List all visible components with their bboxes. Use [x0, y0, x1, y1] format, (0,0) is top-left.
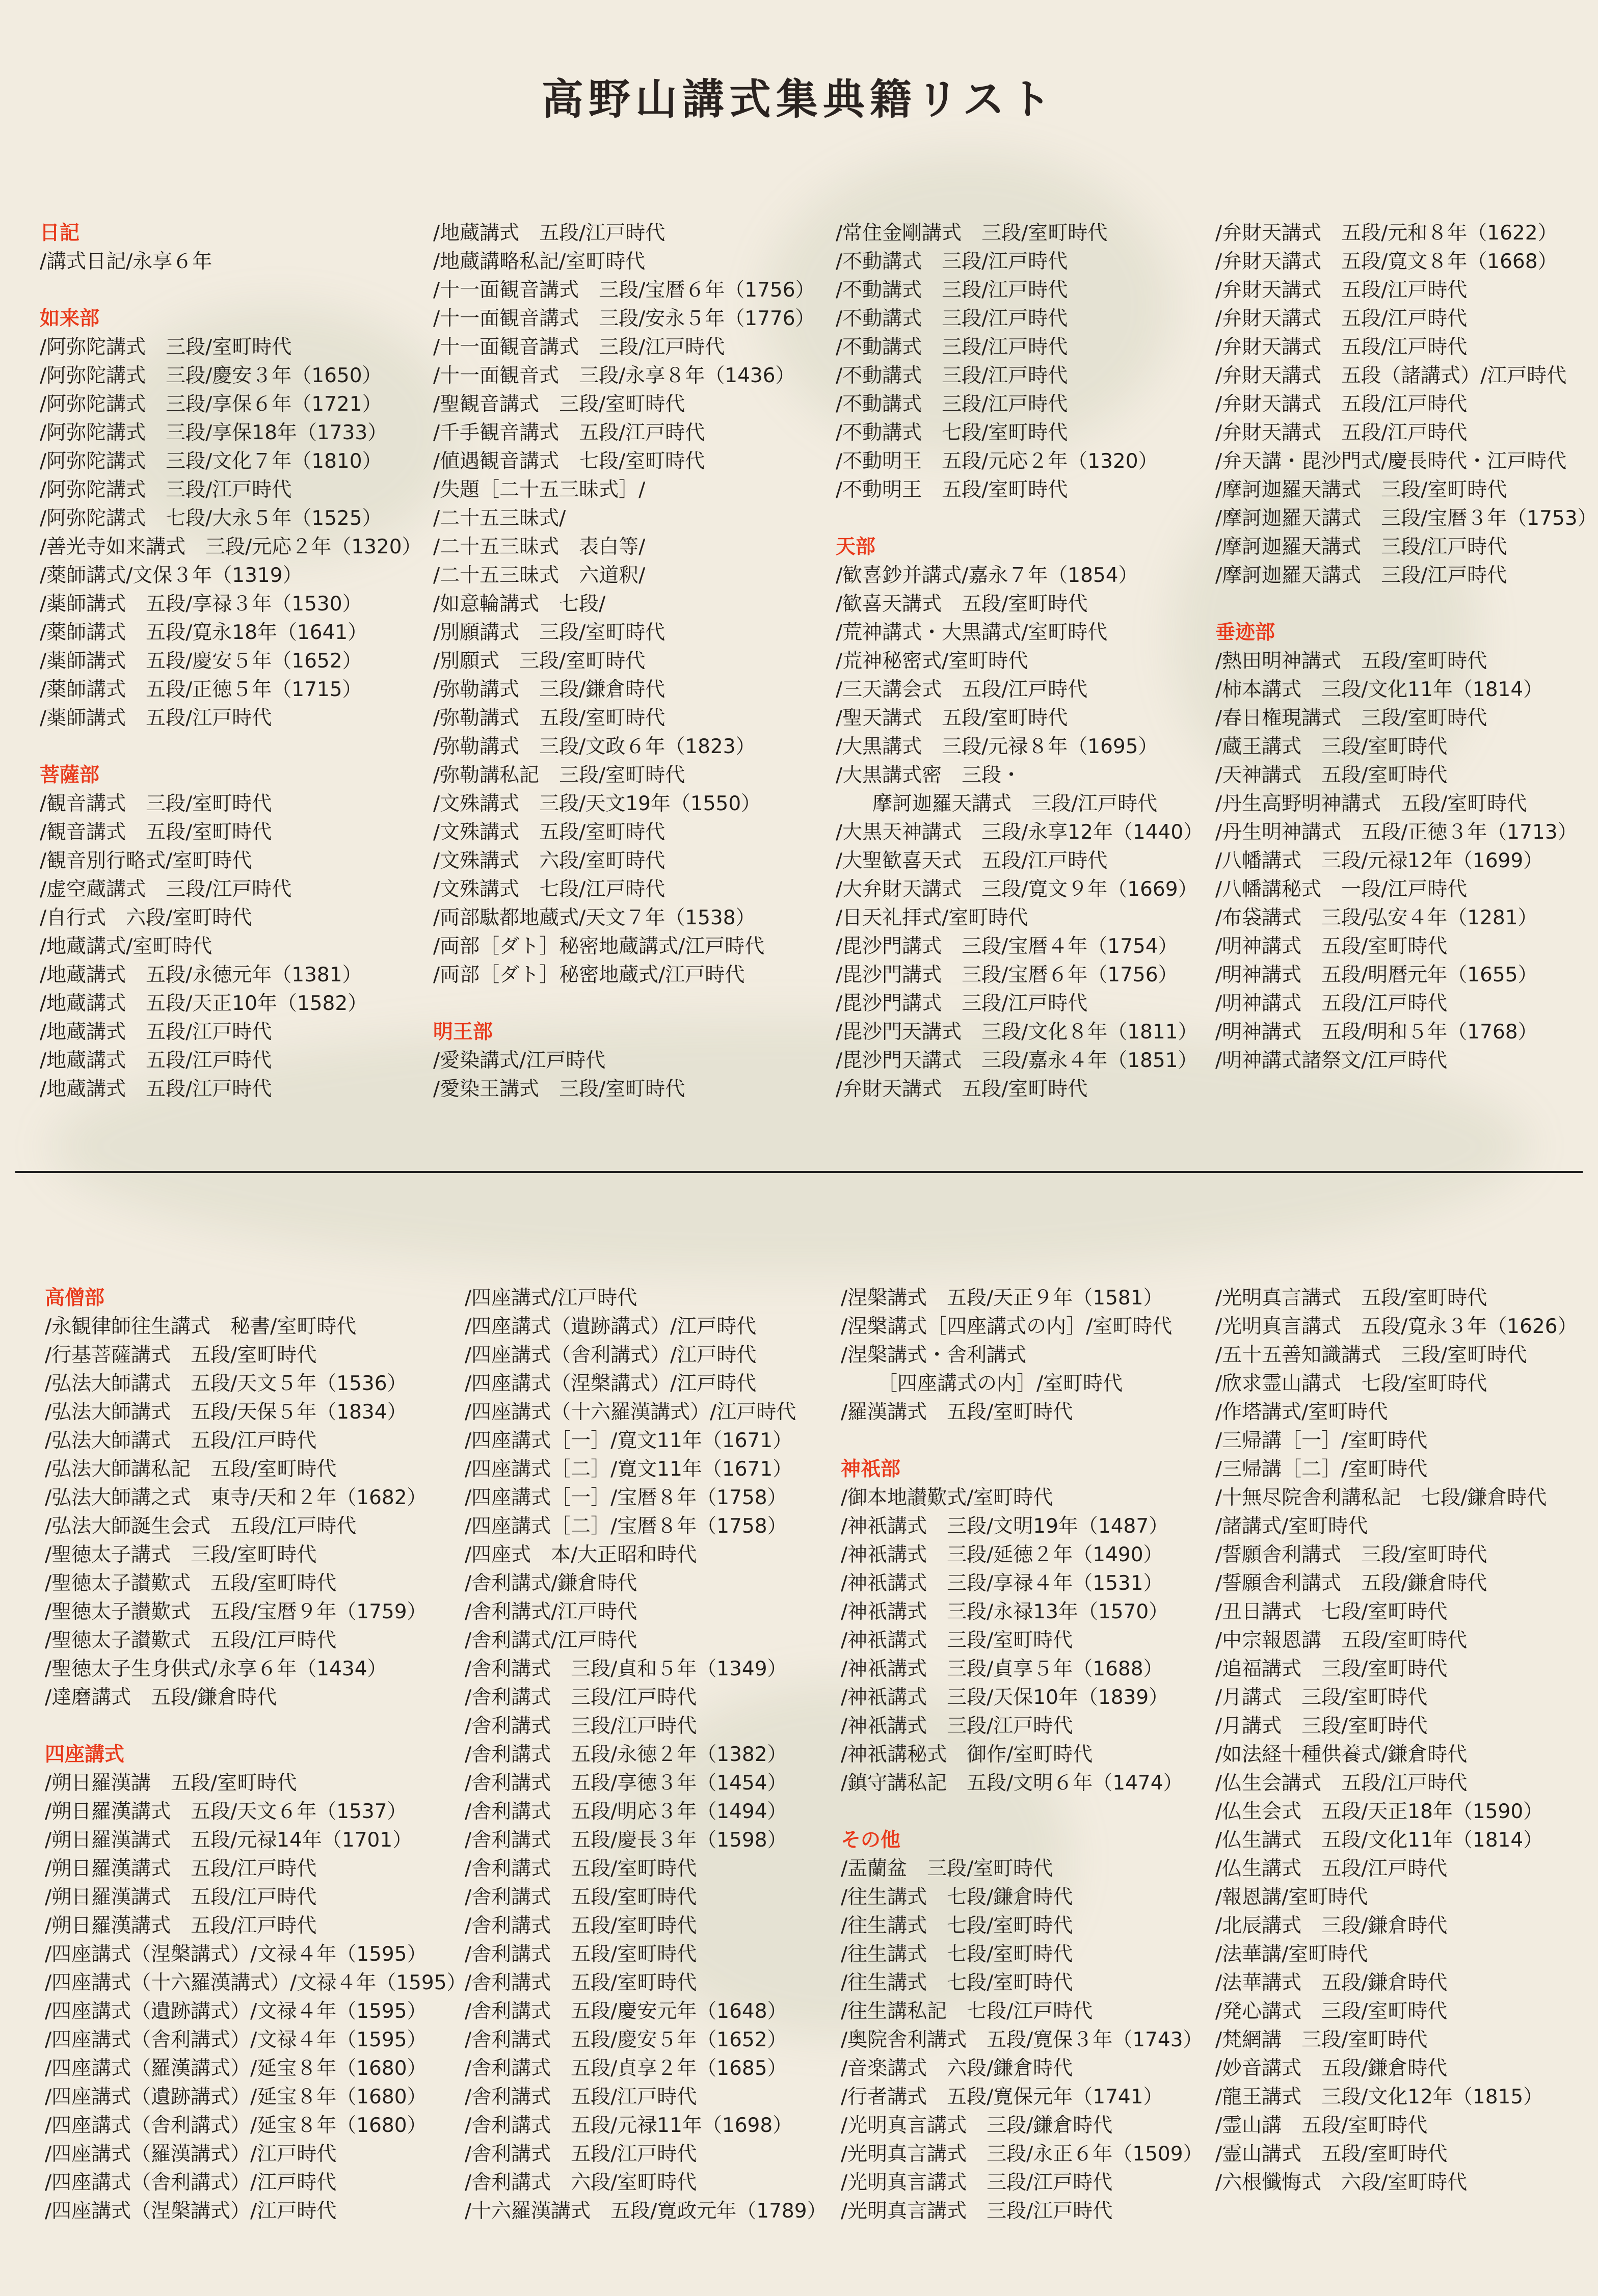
- catalog-entry: /涅槃講式 五段/天正９年（1581）: [841, 1287, 1163, 1310]
- catalog-entry: /舎利講式 五段/明応３年（1494）: [465, 1800, 787, 1823]
- catalog-entry: /欣求霊山講式 七段/室町時代: [1215, 1372, 1487, 1395]
- catalog-entry: /法華講式 五段/鎌倉時代: [1215, 1971, 1448, 1994]
- catalog-entry: /摩訶迦羅天講式 三段/江戸時代: [1215, 536, 1507, 558]
- catalog-entry: /天神講式 五段/室町時代: [1215, 764, 1448, 787]
- catalog-entry: /四座講式（舎利講式）/江戸時代: [45, 2171, 337, 2194]
- catalog-entry: /聖徳太子讃歎式 五段/江戸時代: [45, 1629, 337, 1652]
- catalog-entry: /丹生高野明神講式 五段/室町時代: [1215, 792, 1527, 815]
- catalog-entry: /不動講式 七段/室町時代: [836, 421, 1068, 444]
- catalog-entry: /歓喜鈔并講式/嘉永７年（1854）: [836, 564, 1138, 587]
- catalog-entry: /作塔講式/室町時代: [1215, 1401, 1388, 1424]
- catalog-entry: /十一面観音講式 三段/安永５年（1776）: [433, 307, 815, 330]
- catalog-entry: /舎利講式 五段/室町時代: [465, 1971, 697, 1994]
- catalog-entry: /行者講式 五段/寛保元年（1741）: [841, 2086, 1163, 2108]
- category-heading: 四座講式: [45, 1743, 125, 1766]
- catalog-entry: /仏生講式 五段/文化11年（1814）: [1215, 1829, 1543, 1852]
- catalog-entry: /弁財天講式 五段/寛文８年（1668）: [1215, 250, 1558, 273]
- bottom-column-1: [45, 1284, 467, 2226]
- catalog-entry: /弁財天講式 五段/江戸時代: [1215, 279, 1468, 302]
- catalog-entry: /弘法大師講式 五段/天保５年（1834）: [45, 1401, 407, 1424]
- catalog-entry: /光明真言講式 五段/室町時代: [1215, 1287, 1487, 1310]
- catalog-entry: /明神講式諸祭文/江戸時代: [1215, 1049, 1448, 1072]
- catalog-entry: /月講式 三段/室町時代: [1215, 1686, 1428, 1709]
- catalog-entry: /両部駄都地蔵式/天文７年（1538）: [433, 906, 756, 929]
- catalog-entry: /四座講式（涅槃講式）/江戸時代: [465, 1372, 757, 1395]
- catalog-entry: /達磨講式 五段/鎌倉時代: [45, 1686, 277, 1709]
- catalog-entry: /朔日羅漢講 五段/室町時代: [45, 1772, 297, 1795]
- catalog-entry: /丹生明神講式 五段/正徳３年（1713）: [1215, 821, 1578, 844]
- catalog-entry: /舎利講式 五段/貞享２年（1685）: [465, 2057, 787, 2080]
- catalog-entry: /涅槃講式［四座講式の内］/室町時代: [841, 1315, 1173, 1338]
- catalog-entry: /仏生講式 五段/江戸時代: [1215, 1857, 1448, 1880]
- catalog-entry: /不動明王 五段/室町時代: [836, 478, 1068, 501]
- catalog-entry: /舎利講式 五段/江戸時代: [465, 2086, 697, 2108]
- catalog-entry: /大弁財天講式 三段/寛文９年（1669）: [836, 878, 1198, 901]
- catalog-entry: /弥勒講式 三段/文政６年（1823）: [433, 735, 756, 758]
- catalog-entry: /常住金剛講式 三段/室町時代: [836, 222, 1108, 245]
- catalog-entry: /舎利講式/江戸時代: [465, 1629, 637, 1652]
- catalog-entry: /摩訶迦羅天講式 三段/江戸時代: [1215, 564, 1507, 587]
- catalog-entry: /龍王講式 三段/文化12年（1815）: [1215, 2086, 1543, 2108]
- catalog-entry: /涅槃講式・舎利講式: [841, 1344, 1027, 1367]
- catalog-entry: /舎利講式 五段/室町時代: [465, 1943, 697, 1966]
- catalog-entry: /四座講式（涅槃講式）/文禄４年（1595）: [45, 1943, 427, 1966]
- catalog-entry: /地蔵講式 五段/江戸時代: [40, 1049, 272, 1072]
- catalog-entry: /梵網講 三段/室町時代: [1215, 2028, 1428, 2051]
- catalog-entry: /御本地讃歎式/室町時代: [841, 1486, 1053, 1509]
- catalog-entry: /十一面観音式 三段/永享８年（1436）: [433, 364, 795, 387]
- catalog-entry: /八幡講秘式 一段/江戸時代: [1215, 878, 1468, 901]
- catalog-entry: /四座講式（舎利講式）/文禄４年（1595）: [45, 2028, 427, 2051]
- catalog-entry: /追福講式 三段/室町時代: [1215, 1658, 1448, 1680]
- category-heading: 神祇部: [841, 1458, 901, 1481]
- catalog-entry: /八幡講式 三段/元禄12年（1699）: [1215, 849, 1543, 872]
- catalog-entry: /不動明王 五段/元応２年（1320）: [836, 450, 1158, 473]
- catalog-entry: /四座講式［二］/宝暦８年（1758）: [465, 1515, 787, 1538]
- catalog-entry: /朔日羅漢講式 五段/江戸時代: [45, 1886, 317, 1909]
- catalog-entry: /四座講式（舎利講式）/延宝８年（1680）: [45, 2114, 427, 2137]
- catalog-entry: /日天礼拝式/室町時代: [836, 906, 1028, 929]
- catalog-entry: /布袋講式 三段/弘安４年（1281）: [1215, 906, 1538, 929]
- catalog-entry: /誓願舎利講式 五段/鎌倉時代: [1215, 1572, 1487, 1595]
- catalog-entry: /四座講式（遺跡講式）/延宝８年（1680）: [45, 2086, 427, 2108]
- catalog-entry: /薬師講式/文保３年（1319）: [40, 564, 303, 587]
- catalog-entry: /明神講式 五段/江戸時代: [1215, 992, 1448, 1015]
- category-heading: 明王部: [433, 1021, 493, 1044]
- catalog-entry: /弥勒講私記 三段/室町時代: [433, 764, 685, 787]
- catalog-entry: /光明真言講式 三段/江戸時代: [841, 2171, 1113, 2194]
- catalog-entry: /奥院舎利講式 五段/寛保３年（1743）: [841, 2028, 1203, 2051]
- catalog-entry: ［四座講式の内］/室町時代: [877, 1372, 1123, 1395]
- catalog-entry: /地蔵講式 五段/永徳元年（1381）: [40, 964, 362, 986]
- catalog-entry: /明神講式 五段/明和５年（1768）: [1215, 1021, 1538, 1044]
- bottom-section: [0, 1284, 1598, 2273]
- catalog-entry: /行基菩薩講式 五段/室町時代: [45, 1344, 317, 1367]
- catalog-entry: /四座講式（十六羅漢講式）/江戸時代: [465, 1401, 796, 1424]
- catalog-entry: /神祇講式 三段/貞享５年（1688）: [841, 1658, 1163, 1680]
- top-column-2: [433, 219, 815, 1104]
- catalog-entry: /妙音講式 五段/鎌倉時代: [1215, 2057, 1448, 2080]
- catalog-entry: /愛染講式/江戸時代: [433, 1049, 606, 1072]
- catalog-entry: /発心講式 三段/室町時代: [1215, 2000, 1448, 2023]
- catalog-entry: /四座講式［一］/宝暦８年（1758）: [465, 1486, 787, 1509]
- catalog-entry: /舎利講式 六段/室町時代: [465, 2171, 697, 2194]
- catalog-entry: /弥勒講式 五段/室町時代: [433, 707, 665, 730]
- catalog-entry: /阿弥陀講式 七段/大永５年（1525）: [40, 507, 382, 530]
- catalog-entry: /舎利講式 五段/室町時代: [465, 1857, 697, 1880]
- catalog-entry: /弘法大師講之式 東寺/天和２年（1682）: [45, 1486, 427, 1509]
- catalog-entry: /法華講/室町時代: [1215, 1943, 1368, 1966]
- catalog-entry: /四座講式［一］/寛文11年（1671）: [465, 1429, 793, 1452]
- catalog-entry: /二十五三昧式 表白等/: [433, 536, 646, 558]
- catalog-entry: /観音講式 五段/室町時代: [40, 821, 272, 844]
- catalog-entry: /如法経十種供養式/鎌倉時代: [1215, 1743, 1468, 1766]
- catalog-entry: /舎利講式/鎌倉時代: [465, 1572, 637, 1595]
- catalog-entry: /文殊講式 六段/室町時代: [433, 849, 665, 872]
- catalog-entry: /神祇講式 三段/延徳２年（1490）: [841, 1543, 1163, 1566]
- catalog-entry: /四座講式（遺跡講式）/文禄４年（1595）: [45, 2000, 427, 2023]
- catalog-entry: /神祇講式 三段/室町時代: [841, 1629, 1073, 1652]
- catalog-entry: /舎利講式 三段/江戸時代: [465, 1715, 697, 1738]
- catalog-entry: /四座講式［二］/寛文11年（1671）: [465, 1458, 793, 1481]
- catalog-entry: /両部［ダト］秘密地蔵講式/江戸時代: [433, 935, 765, 958]
- catalog-entry: /不動講式 三段/江戸時代: [836, 393, 1068, 416]
- category-heading: 如来部: [40, 307, 100, 330]
- catalog-entry: /弁天講・毘沙門式/慶長時代・江戸時代: [1215, 450, 1567, 473]
- catalog-entry: /柿本講式 三段/文化11年（1814）: [1215, 678, 1543, 701]
- category-heading: 天部: [836, 536, 876, 558]
- catalog-entry: /毘沙門講式 三段/宝暦６年（1756）: [836, 964, 1178, 986]
- catalog-entry: /羅漢講式 五段/室町時代: [841, 1401, 1073, 1424]
- catalog-entry: /十一面観音講式 三段/宝暦６年（1756）: [433, 279, 815, 302]
- catalog-entry: /不動講式 三段/江戸時代: [836, 250, 1068, 273]
- catalog-entry: /舎利講式 五段/室町時代: [465, 1914, 697, 1937]
- catalog-entry: /不動講式 三段/江戸時代: [836, 279, 1068, 302]
- catalog-entry: /虚空蔵講式 三段/江戸時代: [40, 878, 292, 901]
- top-column-3: [836, 219, 1203, 1104]
- page-title: 高野山講式集典籍リスト: [541, 75, 1057, 124]
- catalog-entry: /神祇講式 三段/江戸時代: [841, 1715, 1073, 1738]
- catalog-entry: /自行式 六段/室町時代: [40, 906, 252, 929]
- catalog-entry: /毘沙門講式 三段/江戸時代: [836, 992, 1088, 1015]
- catalog-entry: /中宗報恩講 五段/室町時代: [1215, 1629, 1468, 1652]
- catalog-entry: /光明真言講式 三段/鎌倉時代: [841, 2114, 1113, 2137]
- top-column-4: [1215, 219, 1597, 1075]
- catalog-entry: /春日権現講式 三段/室町時代: [1215, 707, 1487, 730]
- catalog-entry: /弁財天講式 五段/室町時代: [836, 1078, 1088, 1101]
- catalog-entry: /大聖歓喜天式 五段/江戸時代: [836, 849, 1108, 872]
- catalog-entry: /毘沙門天講式 三段/文化８年（1811）: [836, 1021, 1198, 1044]
- catalog-entry: /弁財天講式 五段/江戸時代: [1215, 336, 1468, 359]
- category-heading: 高僧部: [45, 1287, 105, 1310]
- catalog-entry: /往生講式 七段/室町時代: [841, 1971, 1073, 1994]
- catalog-entry: /二十五三昧式 六道釈/: [433, 564, 646, 587]
- catalog-entry: /鎮守講私記 五段/文明６年（1474）: [841, 1772, 1183, 1795]
- catalog-entry: /神祇講式 三段/享禄４年（1531）: [841, 1572, 1163, 1595]
- catalog-entry: /摩訶迦羅天講式 三段/宝暦３年（1753）: [1215, 507, 1597, 530]
- catalog-entry: /毘沙門講式 三段/宝暦４年（1754）: [836, 935, 1178, 958]
- catalog-entry: /往生講式 七段/鎌倉時代: [841, 1886, 1073, 1909]
- catalog-entry: /霊山講 五段/室町時代: [1215, 2114, 1428, 2137]
- catalog-entry: /朔日羅漢講式 五段/天文６年（1537）: [45, 1800, 407, 1823]
- catalog-entry: /別願講式 三段/室町時代: [433, 621, 665, 644]
- catalog-entry: /舎利講式 五段/慶安５年（1652）: [465, 2028, 787, 2051]
- catalog-entry: /聖徳太子讃歎式 五段/室町時代: [45, 1572, 337, 1595]
- catalog-entry: /四座講式（舎利講式）/江戸時代: [465, 1344, 757, 1367]
- catalog-entry: /不動講式 三段/江戸時代: [836, 364, 1068, 387]
- catalog-entry: /弘法大師講式 五段/江戸時代: [45, 1429, 317, 1452]
- catalog-entry: /朔日羅漢講式 五段/元禄14年（1701）: [45, 1829, 413, 1852]
- catalog-entry: /弘法大師講式 五段/天文５年（1536）: [45, 1372, 407, 1395]
- catalog-entry: /舎利講式 五段/慶安元年（1648）: [465, 2000, 787, 2023]
- category-heading: 菩薩部: [40, 764, 100, 787]
- catalog-entry: /神祇講式 三段/永禄13年（1570）: [841, 1600, 1169, 1623]
- catalog-entry: /盂蘭盆 三段/室町時代: [841, 1857, 1053, 1880]
- catalog-entry: /五十五善知識講式 三段/室町時代: [1215, 1344, 1527, 1367]
- catalog-entry: /弁財天講式 五段/元和８年（1622）: [1215, 222, 1558, 245]
- catalog-entry: /失題［二十五三昧式］/: [433, 478, 646, 501]
- catalog-entry: /聖徳太子講式 三段/室町時代: [45, 1543, 317, 1566]
- catalog-entry: /弁財天講式 五段/江戸時代: [1215, 393, 1468, 416]
- catalog-entry: /地蔵講略私記/室町時代: [433, 250, 646, 273]
- section-divider: [15, 1171, 1583, 1173]
- catalog-entry: /神祇講式 三段/天保10年（1839）: [841, 1686, 1169, 1709]
- catalog-entry: /聖徳太子讃歎式 五段/宝暦９年（1759）: [45, 1600, 427, 1623]
- catalog-entry: /観音講式 三段/室町時代: [40, 792, 272, 815]
- catalog-entry: /舎利講式 五段/江戸時代: [465, 2143, 697, 2166]
- catalog-entry: /観音別行略式/室町時代: [40, 849, 252, 872]
- catalog-entry: /弘法大師講私記 五段/室町時代: [45, 1458, 337, 1481]
- catalog-entry: /明神講式 五段/室町時代: [1215, 935, 1448, 958]
- catalog-entry: /文殊講式 五段/室町時代: [433, 821, 665, 844]
- catalog-entry: /千手観音講式 五段/江戸時代: [433, 421, 705, 444]
- catalog-entry: /舎利講式 五段/室町時代: [465, 1886, 697, 1909]
- catalog-entry: /十六羅漢講式 五段/寛政元年（1789）: [465, 2200, 827, 2223]
- catalog-entry: /二十五三昧式/: [433, 507, 566, 530]
- catalog-entry: /往生講式 七段/室町時代: [841, 1943, 1073, 1966]
- catalog-entry: /神祇講秘式 御作/室町時代: [841, 1743, 1093, 1766]
- catalog-entry: /神祇講式 三段/文明19年（1487）: [841, 1515, 1169, 1538]
- catalog-entry: /四座講式（十六羅漢講式）/文禄４年（1595）: [45, 1971, 467, 1994]
- catalog-entry: /大黒講式密 三段・: [836, 764, 1022, 787]
- catalog-entry: /阿弥陀講式 三段/享保18年（1733）: [40, 421, 388, 444]
- catalog-entry: /別願式 三段/室町時代: [433, 650, 646, 673]
- catalog-entry: /永観律師往生講式 秘書/室町時代: [45, 1315, 357, 1338]
- catalog-entry: /弥勒講式 三段/鎌倉時代: [433, 678, 665, 701]
- catalog-entry: /地蔵講式 五段/江戸時代: [40, 1021, 272, 1044]
- catalog-entry: /善光寺如来講式 三段/元応２年（1320）: [40, 536, 422, 558]
- catalog-entry: /十一面観音講式 三段/江戸時代: [433, 336, 725, 359]
- catalog-entry: /舎利講式 五段/元禄11年（1698）: [465, 2114, 793, 2137]
- catalog-entry: /四座講式（遺跡講式）/江戸時代: [465, 1315, 757, 1338]
- catalog-entry: /講式日記/永享６年: [40, 250, 212, 273]
- catalog-entry: /三帰講［二］/室町時代: [1215, 1458, 1428, 1481]
- catalog-entry: /三天講会式 五段/江戸時代: [836, 678, 1088, 701]
- catalog-entry: /聖観音講式 三段/室町時代: [433, 393, 685, 416]
- catalog-entry: /弁財天講式 五段/江戸時代: [1215, 307, 1468, 330]
- bottom-column-2: [465, 1284, 827, 2226]
- catalog-entry: /往生講私記 七段/江戸時代: [841, 2000, 1093, 2023]
- catalog-entry: /熱田明神講式 五段/室町時代: [1215, 650, 1487, 673]
- catalog-entry: /荒神講式・大黒講式/室町時代: [836, 621, 1108, 644]
- catalog-entry: /舎利講式 三段/貞和５年（1349）: [465, 1658, 787, 1680]
- catalog-entry: /舎利講式/江戸時代: [465, 1600, 637, 1623]
- catalog-entry: /弁財天講式 五段/江戸時代: [1215, 421, 1468, 444]
- catalog-entry: /舎利講式 五段/慶長３年（1598）: [465, 1829, 787, 1852]
- category-heading: その他: [841, 1829, 901, 1852]
- catalog-entry: /聖天講式 五段/室町時代: [836, 707, 1068, 730]
- catalog-entry: /阿弥陀講式 三段/室町時代: [40, 336, 292, 359]
- catalog-entry: /蔵王講式 三段/室町時代: [1215, 735, 1448, 758]
- catalog-entry: /薬師講式 五段/寛永18年（1641）: [40, 621, 368, 644]
- catalog-entry: /薬師講式 五段/享禄３年（1530）: [40, 593, 362, 616]
- catalog-entry: /地蔵講式 五段/江戸時代: [433, 222, 665, 245]
- catalog-entry: /地蔵講式 五段/天正10年（1582）: [40, 992, 368, 1015]
- catalog-entry: /十無尽院舎利講私記 七段/鎌倉時代: [1215, 1486, 1547, 1509]
- catalog-entry: /四座講式（涅槃講式）/江戸時代: [45, 2200, 337, 2223]
- catalog-entry: /聖徳太子生身供式/永享６年（1434）: [45, 1658, 387, 1680]
- catalog-entry: /霊山講式 五段/室町時代: [1215, 2143, 1448, 2166]
- catalog-entry: /阿弥陀講式 三段/江戸時代: [40, 478, 292, 501]
- catalog-entry: /音楽講式 六段/鎌倉時代: [841, 2057, 1073, 2080]
- catalog-entry: /摩訶迦羅天講式 三段/室町時代: [1215, 478, 1507, 501]
- catalog-entry: /朔日羅漢講式 五段/江戸時代: [45, 1857, 317, 1880]
- catalog-entry: /薬師講式 五段/慶安５年（1652）: [40, 650, 362, 673]
- catalog-entry: /大黒天神講式 三段/永享12年（1440）: [836, 821, 1204, 844]
- catalog-entry: /文殊講式 三段/天文19年（1550）: [433, 792, 761, 815]
- catalog-entry: /阿弥陀講式 三段/享保６年（1721）: [40, 393, 382, 416]
- catalog-entry: /阿弥陀講式 三段/文化７年（1810）: [40, 450, 382, 473]
- catalog-entry: /四座講式（羅漢講式）/延宝８年（1680）: [45, 2057, 427, 2080]
- catalog-entry: /両部［ダト］秘密地蔵式/江戸時代: [433, 964, 745, 986]
- catalog-entry: /四座式 本/大正昭和時代: [465, 1543, 697, 1566]
- catalog-entry: /丑日講式 七段/室町時代: [1215, 1600, 1448, 1623]
- catalog-entry: /地蔵講式/室町時代: [40, 935, 212, 958]
- catalog-entry: /如意輪講式 七段/: [433, 593, 606, 616]
- catalog-entry: /弁財天講式 五段（諸講式）/江戸時代: [1215, 364, 1567, 387]
- catalog-entry: /不動講式 三段/江戸時代: [836, 307, 1068, 330]
- catalog-entry: /舎利講式 五段/永徳２年（1382）: [465, 1743, 787, 1766]
- catalog-entry: /舎利講式 三段/江戸時代: [465, 1686, 697, 1709]
- catalog-entry: /報恩講/室町時代: [1215, 1886, 1368, 1909]
- catalog-entry: /月講式 三段/室町時代: [1215, 1715, 1428, 1738]
- category-heading: 日記: [40, 222, 80, 245]
- catalog-entry: /大黒講式 三段/元禄８年（1695）: [836, 735, 1158, 758]
- catalog-entry: /歓喜天講式 五段/室町時代: [836, 593, 1088, 616]
- catalog-entry: /明神講式 五段/明暦元年（1655）: [1215, 964, 1538, 986]
- top-column-1: [40, 219, 422, 1104]
- catalog-entry: 摩訶迦羅天講式 三段/江戸時代: [872, 792, 1158, 815]
- catalog-entry: /薬師講式 五段/正徳５年（1715）: [40, 678, 362, 701]
- catalog-entry: /四座講式（羅漢講式）/江戸時代: [45, 2143, 337, 2166]
- catalog-entry: /阿弥陀講式 三段/慶安３年（1650）: [40, 364, 382, 387]
- catalog-entry: /北辰講式 三段/鎌倉時代: [1215, 1914, 1448, 1937]
- catalog-entry: /光明真言講式 五段/寛永３年（1626）: [1215, 1315, 1578, 1338]
- catalog-entry: /誓願舎利講式 三段/室町時代: [1215, 1543, 1487, 1566]
- catalog-entry: /不動講式 三段/江戸時代: [836, 336, 1068, 359]
- catalog-entry: /薬師講式 五段/江戸時代: [40, 707, 272, 730]
- catalog-entry: /荒神秘密式/室町時代: [836, 650, 1028, 673]
- catalog-entry: /地蔵講式 五段/江戸時代: [40, 1078, 272, 1101]
- catalog-entry: /毘沙門天講式 三段/嘉永４年（1851）: [836, 1049, 1198, 1072]
- catalog-entry: /文殊講式 七段/江戸時代: [433, 878, 665, 901]
- catalog-entry: /諸講式/室町時代: [1215, 1515, 1368, 1538]
- catalog-entry: /朔日羅漢講式 五段/江戸時代: [45, 1914, 317, 1937]
- catalog-entry: /光明真言講式 三段/永正６年（1509）: [841, 2143, 1203, 2166]
- catalog-entry: /往生講式 七段/室町時代: [841, 1914, 1073, 1937]
- catalog-entry: /三帰講［一］/室町時代: [1215, 1429, 1428, 1452]
- catalog-entry: /舎利講式 五段/享徳３年（1454）: [465, 1772, 787, 1795]
- catalog-entry: /弘法大師誕生会式 五段/江戸時代: [45, 1515, 357, 1538]
- category-heading: 垂迹部: [1215, 621, 1275, 644]
- catalog-entry: /仏生会講式 五段/江戸時代: [1215, 1772, 1468, 1795]
- bottom-column-4: [1215, 1284, 1578, 2197]
- catalog-entry: /光明真言講式 三段/江戸時代: [841, 2200, 1113, 2223]
- catalog-entry: /愛染王講式 三段/室町時代: [433, 1078, 685, 1101]
- catalog-entry: /仏生会式 五段/天正18年（1590）: [1215, 1800, 1543, 1823]
- catalog-entry: /値遇観音講式 七段/室町時代: [433, 450, 705, 473]
- catalog-entry: /六根懺悔式 六段/室町時代: [1215, 2171, 1468, 2194]
- top-section: [0, 219, 1598, 1152]
- bottom-column-3: [841, 1284, 1203, 2226]
- catalog-entry: /四座講式/江戸時代: [465, 1287, 637, 1310]
